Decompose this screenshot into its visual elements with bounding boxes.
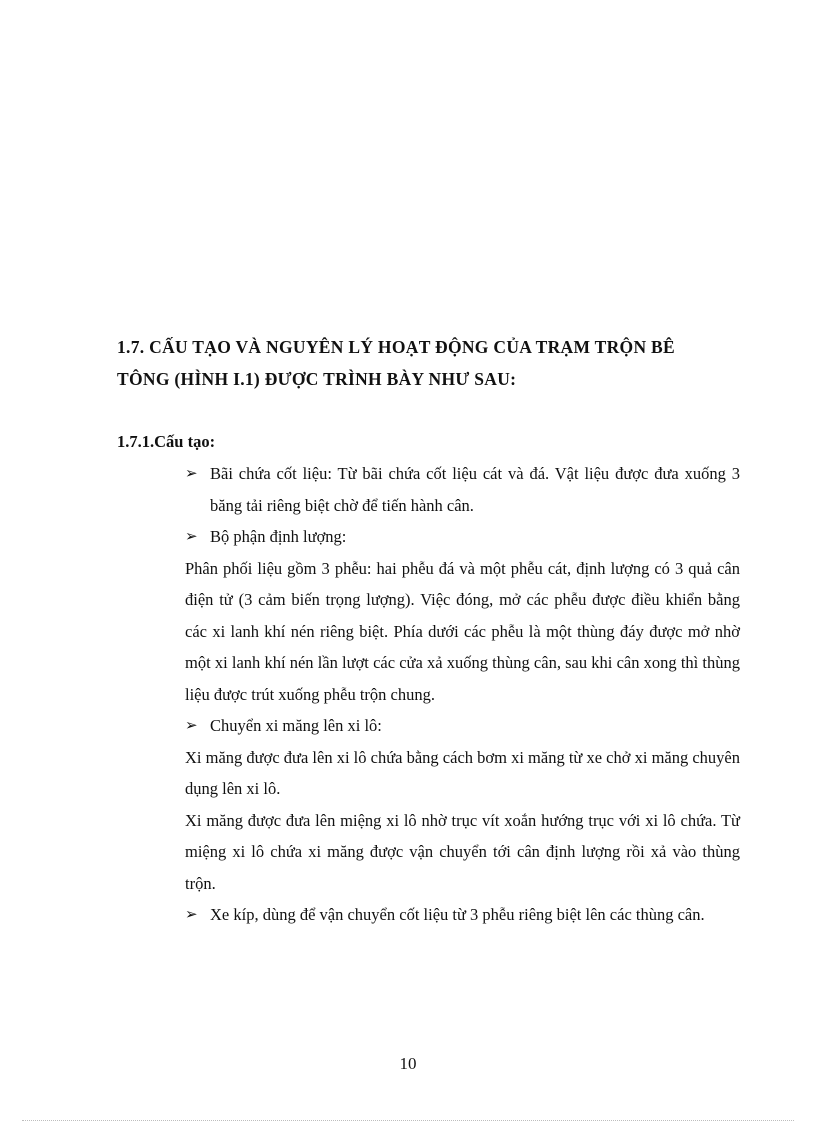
arrow-bullet-icon: ➢ <box>185 716 198 734</box>
subsection-heading: 1.7.1.Cấu tạo: <box>117 432 216 451</box>
footer-divider <box>22 1120 794 1121</box>
arrow-bullet-icon: ➢ <box>185 464 198 482</box>
paragraph: Xi măng được đưa lên miệng xi lô nhờ trục vít xoắn hướng trục với xi lô chứa. Từ miệng xi lô chứa xi măng được vận chuyển tới cân định lượng rồi xả vào thùng trộn. <box>185 810 740 893</box>
bullet-text: Chuyển xi măng lên xi lô: <box>210 716 382 735</box>
bullet-item <box>185 458 740 521</box>
page-number: 10 <box>399 1054 417 1073</box>
body-content <box>185 458 740 931</box>
section-heading <box>117 331 742 395</box>
bullet-item <box>185 521 740 553</box>
bullet-item <box>185 710 740 742</box>
bullet-text: Bãi chứa cốt liệu: Từ bãi chứa cốt liệu cát và đá. Vật liệu được đưa xuống 3 băng tải riêng biệt chờ để tiến hành cân. <box>210 464 740 515</box>
bullet-text: Bộ phận định lượng: <box>210 527 347 546</box>
arrow-bullet-icon: ➢ <box>185 527 198 545</box>
paragraph: Xi măng được đưa lên xi lô chứa bằng cách bơm xi măng từ xe chở xi măng chuyên dụng lên xi lô. <box>185 747 740 798</box>
bullet-text: Xe kíp, dùng để vận chuyển cốt liệu từ 3 phễu riêng biệt lên các thùng cân. <box>210 905 705 924</box>
bullet-item <box>185 899 740 931</box>
paragraph: Phân phối liệu gồm 3 phễu: hai phễu đá và một phễu cát, định lượng có 3 quả cân điện tử (3 cảm biến trọng lượng). Việc đóng, mở các phễu được điều khiển bằng các xi lanh khí nén riêng biệt. Phía dưới các phễu là một thùng đáy được mở nhờ một xi lanh khí nén lần lượt các cửa xả xuống thùng cân, sau khi cân xong thì thùng liệu được trút xuống phễu trộn chung. <box>185 558 740 704</box>
arrow-bullet-icon: ➢ <box>185 905 198 923</box>
section-heading-line-1: 1.7. CẤU TẠO VÀ NGUYÊN LÝ HOẠT ĐỘNG CỦA TRẠM TRỘN BÊ <box>117 337 676 357</box>
section-heading-line-2: TÔNG (HÌNH I.1) ĐƯỢC TRÌNH BÀY NHƯ SAU: <box>117 369 517 389</box>
